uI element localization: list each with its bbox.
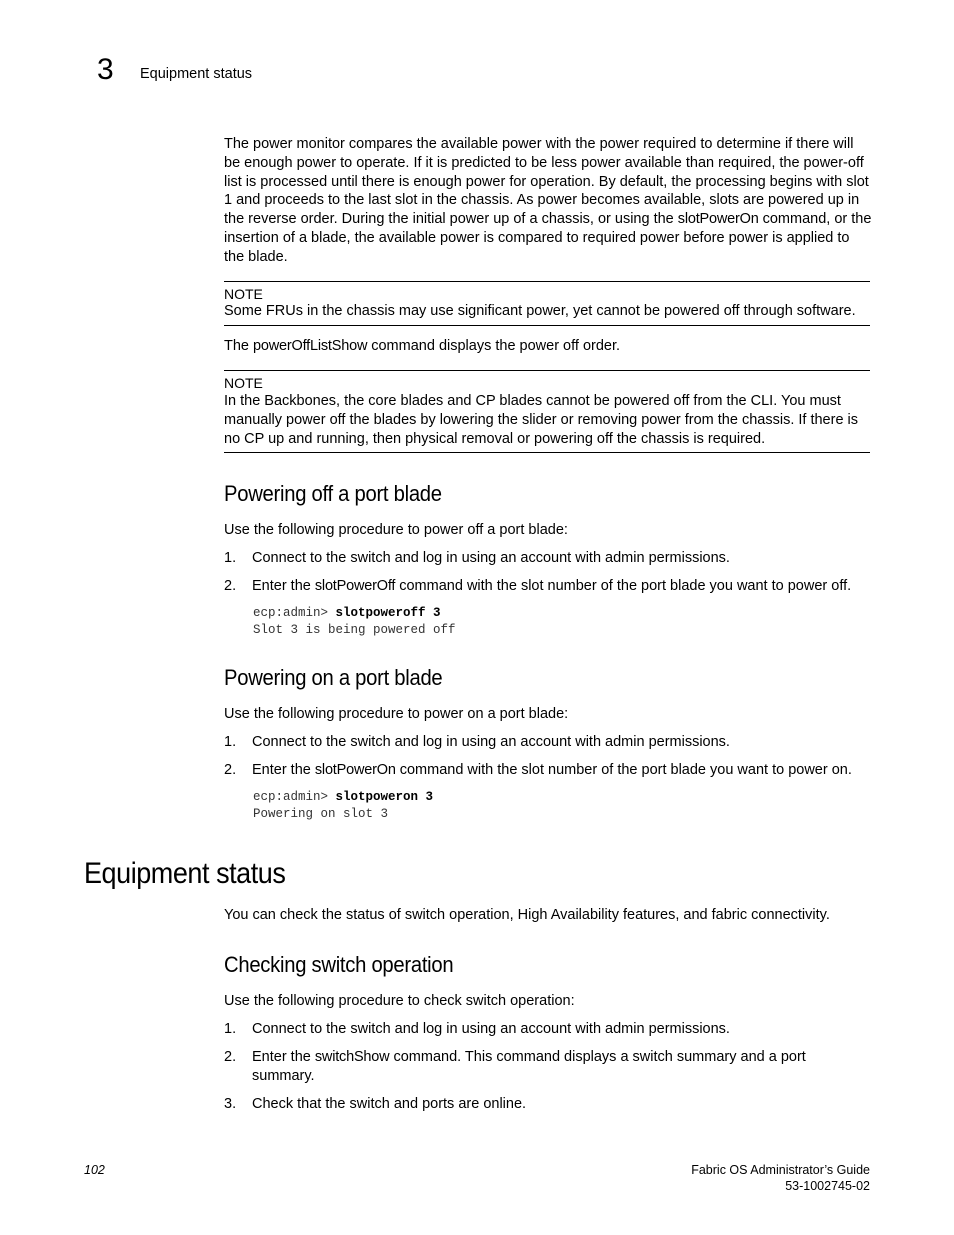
chapter-number: 3	[97, 53, 114, 86]
command-slotpoweron: slotPowerOn	[314, 762, 396, 778]
note-bottom-rule	[224, 325, 870, 326]
section-heading-check-switch: Checking switch operation	[224, 952, 454, 977]
command-switchshow: switchShow	[314, 1049, 390, 1065]
poweroff-list-paragraph: The powerOffListShow command displays the power off order.	[224, 338, 621, 354]
note-top-rule	[224, 370, 870, 371]
section-heading-power-off: Powering off a port blade	[224, 481, 442, 506]
section-intro: Use the following procedure to power on a port blade:	[224, 706, 569, 722]
page-number: 102	[84, 1163, 105, 1177]
intro-text-2: command, or the insertion of a blade, the available power is compared to required power before power is applied to the blade.	[224, 211, 872, 265]
section-intro: You can check the status of switch operation, High Availability features, and fabric connectivity.	[224, 907, 830, 923]
command-slotpoweron: slotPowerOn	[677, 211, 759, 228]
note-bottom-rule	[224, 452, 870, 453]
section-heading-power-on: Powering on a port blade	[224, 665, 443, 690]
command-slotpoweroff: slotPowerOff	[314, 578, 396, 594]
command-powerofflistshow: powerOffListShow	[253, 338, 368, 354]
running-header-title: Equipment status	[140, 66, 253, 82]
intro-text-1: The power monitor compares the available power with the power required to determine if there will be enough power to operate. If it is predicted to be less power available than required, the power-off list is processed until there is enough power for operation. By default, the processing begins with slot 1 and proceeds to the last slot in the chassis. As power becomes available, slots are powered up in the reverse order. During the initial power up of a chassis, or using the	[224, 136, 869, 228]
footer-guide-title: Fabric OS Administrator’s Guide	[691, 1163, 870, 1177]
chapter-section-heading: Equipment status	[84, 857, 286, 890]
code-example: ecp:admin> slotpoweroff 3 Slot 3 is being powered off	[253, 606, 456, 637]
note-text: In the Backbones, the core blades and CP blades cannot be powered off from the CLI. You must manually power off the blades by lowering the slider or removing power from the chassis. If there is no CP up and running, then physical removal or powering off the chassis is required.	[224, 393, 859, 447]
note-label: NOTE	[224, 375, 263, 391]
note-label: NOTE	[224, 286, 263, 302]
section-intro: Use the following procedure to check switch operation:	[224, 993, 575, 1009]
code-example: ecp:admin> slotpoweron 3 Powering on slot 3	[253, 790, 434, 821]
section-intro: Use the following procedure to power off a port blade:	[224, 522, 568, 538]
footer-doc-number: 53-1002745-02	[785, 1179, 870, 1193]
note-text: Some FRUs in the chassis may use significant power, yet cannot be powered off through software.	[224, 303, 856, 319]
note-top-rule	[224, 281, 870, 282]
intro-paragraph	[224, 135, 872, 267]
